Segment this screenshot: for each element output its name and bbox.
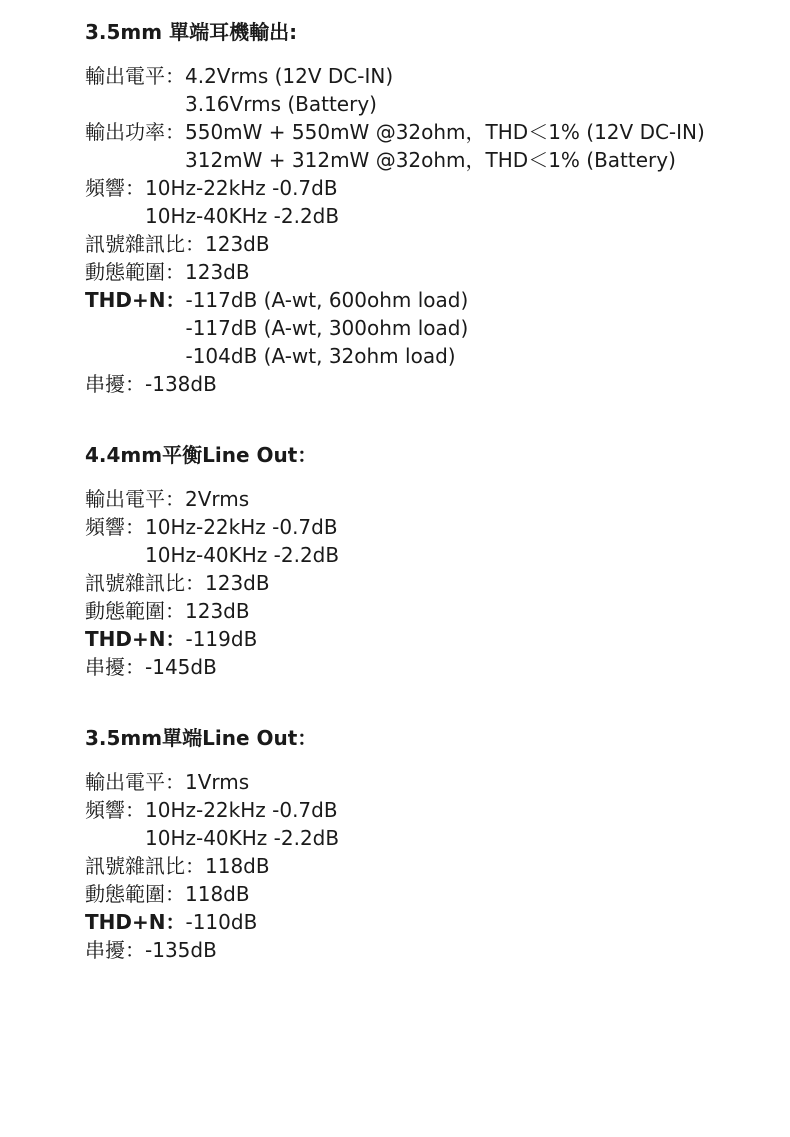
spec-value: 118dB <box>205 854 270 878</box>
spec-document <box>85 16 775 964</box>
spec-label: 輸出功率： <box>85 120 185 144</box>
spec-value: 123dB <box>185 260 250 284</box>
spec-label: THD+N： <box>85 910 186 934</box>
spec-label: 動態範圍： <box>85 882 185 906</box>
spec-value: 118dB <box>185 882 250 906</box>
spec-value: -117dB (A-wt, 300ohm load) <box>185 316 469 340</box>
section-title: 3.5mm 單端耳機輸出: <box>85 20 298 44</box>
spec-value: 123dB <box>185 599 250 623</box>
spec-row <box>85 796 775 852</box>
spec-label: 訊號雜訊比： <box>85 854 205 878</box>
spec-value: -104dB (A-wt, 32ohm load) <box>185 344 456 368</box>
spec-value: 3.16Vrms (Battery) <box>185 92 377 116</box>
spec-value: 10Hz-40KHz -2.2dB <box>145 543 340 567</box>
spec-values <box>185 286 468 370</box>
spec-section <box>85 722 775 964</box>
spec-value: 312mW + 312mW @32ohm，THD＜1% (Battery) <box>185 148 676 172</box>
spec-value: 10Hz-40KHz -2.2dB <box>145 826 340 850</box>
spec-row <box>85 852 775 880</box>
spec-row <box>85 485 775 513</box>
spec-value: 10Hz-40KHz -2.2dB <box>145 204 340 228</box>
spec-values <box>205 569 270 597</box>
spec-list <box>85 62 775 398</box>
spec-label: 動態範圍： <box>85 599 185 623</box>
spec-value: -145dB <box>145 655 217 679</box>
spec-value: 1Vrms <box>185 770 250 794</box>
spec-row <box>85 569 775 597</box>
spec-row <box>85 908 775 936</box>
spec-section <box>85 16 775 398</box>
spec-row <box>85 258 775 286</box>
spec-label: 頻響： <box>85 515 145 539</box>
spec-values <box>145 936 217 964</box>
spec-value: 10Hz-22kHz -0.7dB <box>145 515 338 539</box>
spec-row <box>85 286 775 370</box>
spec-label: 頻響： <box>85 798 145 822</box>
spec-row <box>85 174 775 230</box>
spec-values <box>185 908 257 936</box>
spec-row <box>85 118 775 174</box>
spec-values <box>145 653 217 681</box>
spec-label: 動態範圍： <box>85 260 185 284</box>
spec-section <box>85 439 775 681</box>
spec-values <box>205 230 270 258</box>
spec-values <box>185 597 250 625</box>
spec-row <box>85 625 775 653</box>
spec-label: THD+N： <box>85 627 186 651</box>
spec-row <box>85 880 775 908</box>
spec-list <box>85 485 775 681</box>
section-title: 4.4mm平衡Line Out： <box>85 443 318 467</box>
spec-value: 10Hz-22kHz -0.7dB <box>145 798 338 822</box>
spec-label: 輸出電平： <box>85 64 185 88</box>
spec-values <box>145 370 217 398</box>
spec-value: -110dB <box>185 910 258 934</box>
spec-values <box>185 485 249 513</box>
section-title: 3.5mm單端Line Out： <box>85 726 318 750</box>
spec-values <box>185 625 257 653</box>
spec-values <box>185 258 250 286</box>
spec-value: -119dB <box>185 627 258 651</box>
spec-values <box>185 880 250 908</box>
spec-values <box>185 768 249 796</box>
spec-value: 550mW + 550mW @32ohm，THD＜1% (12V DC-IN) <box>185 120 705 144</box>
spec-value: -138dB <box>145 372 217 396</box>
spec-row <box>85 230 775 258</box>
spec-label: 訊號雜訊比： <box>85 232 205 256</box>
spec-value: 4.2Vrms (12V DC-IN) <box>185 64 394 88</box>
spec-label: 串擾： <box>85 655 145 679</box>
spec-values <box>185 62 393 118</box>
spec-row <box>85 597 775 625</box>
spec-value: 123dB <box>205 571 270 595</box>
spec-value: 2Vrms <box>185 487 250 511</box>
spec-label: 串擾： <box>85 372 145 396</box>
spec-values <box>145 513 339 569</box>
spec-label: 頻響： <box>85 176 145 200</box>
spec-value: -135dB <box>145 938 217 962</box>
spec-values <box>205 852 270 880</box>
spec-row <box>85 62 775 118</box>
spec-label: 輸出電平： <box>85 487 185 511</box>
spec-list <box>85 768 775 964</box>
spec-values <box>145 796 339 852</box>
spec-value: -117dB (A-wt, 600ohm load) <box>185 288 469 312</box>
spec-label: 輸出電平： <box>85 770 185 794</box>
spec-value: 10Hz-22kHz -0.7dB <box>145 176 338 200</box>
spec-label: 串擾： <box>85 938 145 962</box>
spec-row <box>85 370 775 398</box>
spec-row <box>85 936 775 964</box>
spec-values <box>145 174 339 230</box>
spec-label: 訊號雜訊比： <box>85 571 205 595</box>
spec-row <box>85 513 775 569</box>
spec-values <box>185 118 705 174</box>
spec-row <box>85 653 775 681</box>
spec-value: 123dB <box>205 232 270 256</box>
spec-label: THD+N： <box>85 288 186 312</box>
spec-row <box>85 768 775 796</box>
